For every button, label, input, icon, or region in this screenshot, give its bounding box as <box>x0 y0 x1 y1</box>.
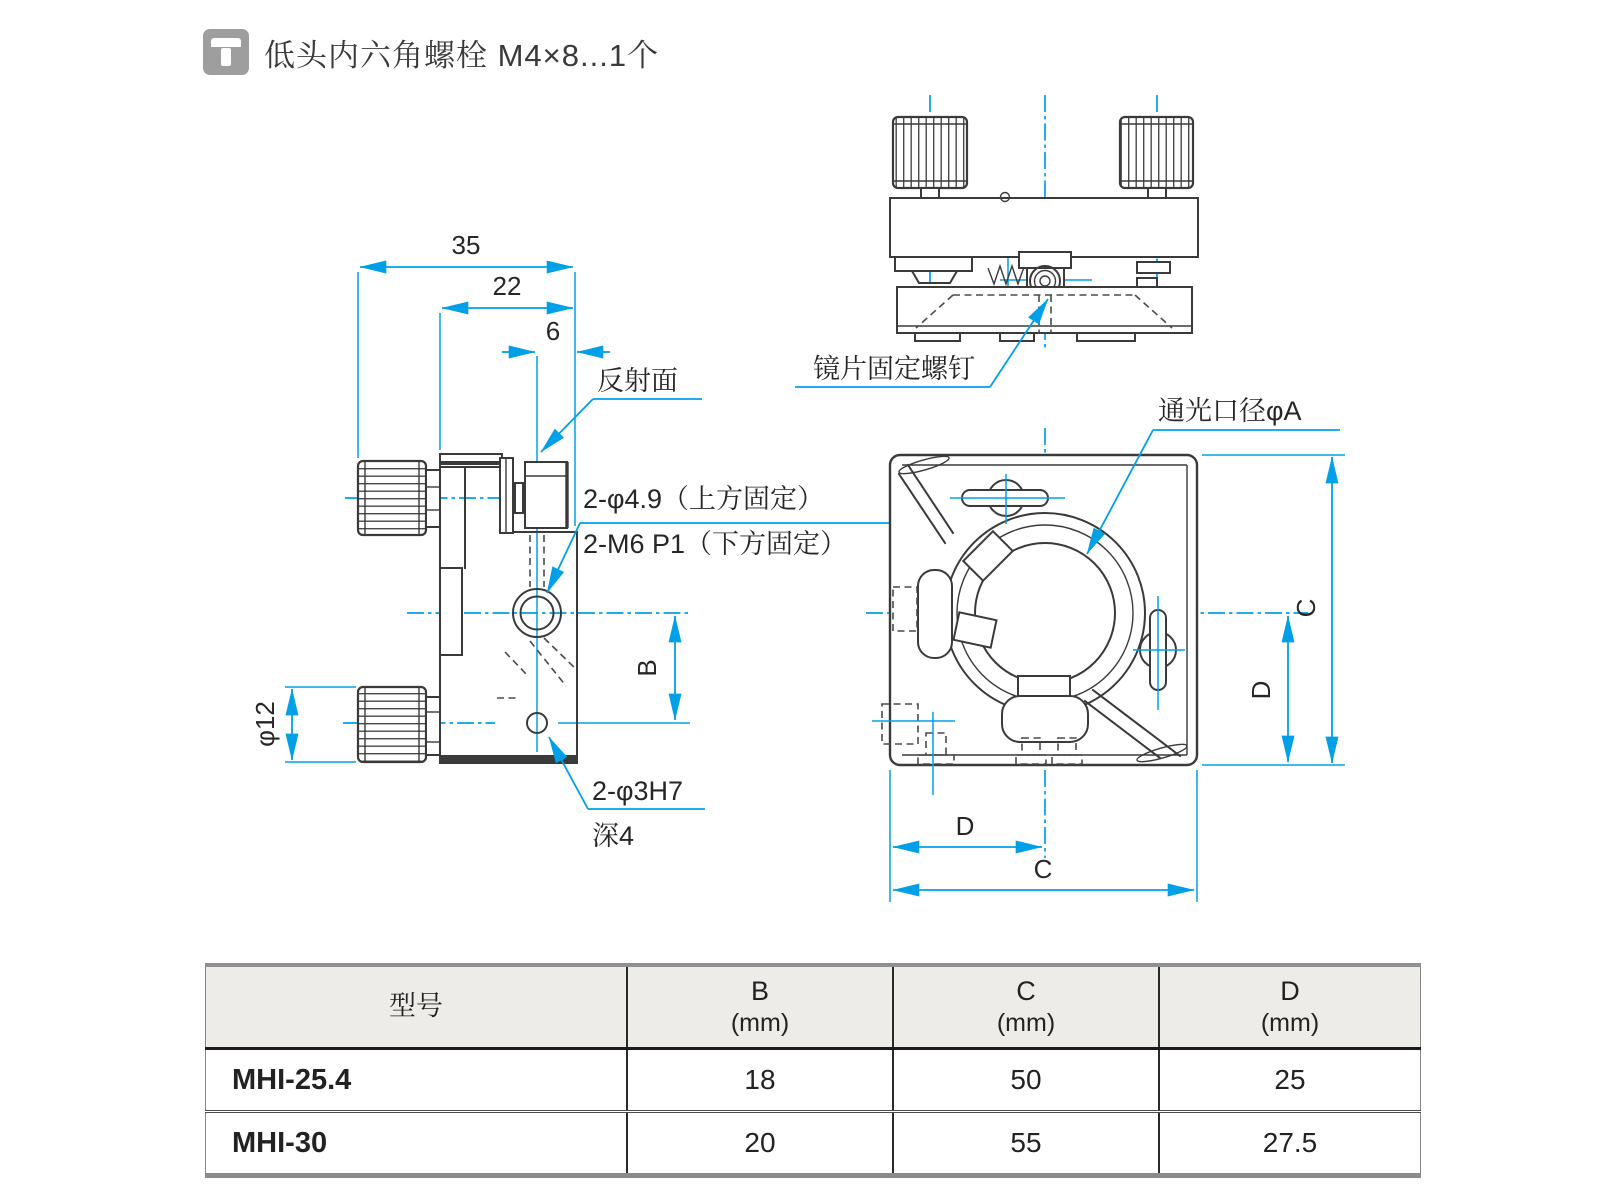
col-header-d <box>1159 965 1421 1049</box>
mirror-clamp <box>515 483 523 513</box>
dim-d-right: D <box>1246 680 1276 700</box>
col-header-d-unit: (mm) <box>1260 1009 1320 1037</box>
foot <box>915 333 960 341</box>
col-header-d-letter: D <box>1280 975 1300 1006</box>
label-lens-screw: 镜片固定螺钉 <box>813 354 975 384</box>
cell-model: MHI-25.4 <box>206 1049 628 1112</box>
accessory-note-label: 低头内六角螺栓 M4×8...1个 <box>264 37 660 73</box>
dim-c-right: C <box>1291 598 1321 618</box>
label-reflective-surface: 反射面 <box>597 366 678 396</box>
cell-model: MHI-30 <box>206 1112 628 1176</box>
leader-arrow <box>549 737 588 809</box>
top-plate <box>440 454 502 467</box>
col-header-c-letter: C <box>1016 975 1036 1006</box>
col-header-model: 型号 <box>206 965 628 1049</box>
foot <box>1000 333 1034 341</box>
clamp-lever-bottom <box>1002 696 1088 742</box>
foot <box>1077 333 1135 341</box>
label-pin-depth: 深4 <box>592 821 635 851</box>
body-block <box>890 198 1198 257</box>
top-view-drawing <box>795 95 1198 387</box>
knob-stem <box>1148 188 1166 198</box>
col-header-b-unit: (mm) <box>730 1009 790 1037</box>
front-view-drawing <box>866 396 1345 902</box>
spec-table-header-row <box>206 965 1421 1049</box>
cell-d: 25 <box>1159 1049 1421 1112</box>
cell-b: 20 <box>627 1112 893 1176</box>
dim-d-bottom: D <box>955 811 975 841</box>
clamp-lever-left <box>918 570 952 658</box>
leader-arrow <box>541 399 593 452</box>
dim-22: 22 <box>492 271 522 301</box>
body-base-bar <box>440 755 577 763</box>
thumb-knob-left <box>893 117 967 188</box>
dim-6: 6 <box>545 316 561 346</box>
mirror-bracket <box>525 462 567 528</box>
spec-table <box>205 963 1421 1178</box>
hidden-line <box>505 652 528 676</box>
col-header-c-unit: (mm) <box>996 1009 1056 1037</box>
col-header-b <box>627 965 893 1049</box>
side-view-drawing <box>250 230 980 851</box>
knob-stem <box>426 470 440 527</box>
table-row <box>206 1049 1421 1112</box>
table-row <box>206 1112 1421 1176</box>
dim-c-bottom: C <box>1033 854 1053 884</box>
col-header-b-letter: B <box>750 975 769 1006</box>
label-top-fixing: 2-φ4.9（上方固定） <box>583 484 825 514</box>
thumb-knob-bottom <box>358 687 426 762</box>
hidden-line <box>530 641 566 686</box>
cell-d: 27.5 <box>1159 1112 1421 1176</box>
dim-phi12: φ12 <box>250 701 280 747</box>
moving-plate <box>895 257 972 271</box>
hidden-line <box>544 638 577 670</box>
dim-b: B <box>632 659 662 677</box>
label-pin-hole: 2-φ3H7 <box>592 776 684 806</box>
cell-c: 50 <box>893 1049 1159 1112</box>
catch-detail <box>1137 262 1170 273</box>
label-bottom-fixing: 2-M6 P1（下方固定） <box>583 529 848 559</box>
side-boss <box>440 568 462 655</box>
leader-arrow <box>547 523 580 593</box>
plate-detail <box>912 271 957 283</box>
cell-c: 55 <box>893 1112 1159 1176</box>
label-clear-aperture: 通光口径φA <box>1158 396 1302 426</box>
thumb-knob-top <box>358 461 426 535</box>
cell-b: 18 <box>627 1049 893 1112</box>
knob-stem <box>426 697 440 755</box>
dim-35: 35 <box>451 230 481 260</box>
knob-stem <box>921 188 939 198</box>
col-header-c <box>893 965 1159 1049</box>
thumb-knob-right <box>1120 117 1193 188</box>
